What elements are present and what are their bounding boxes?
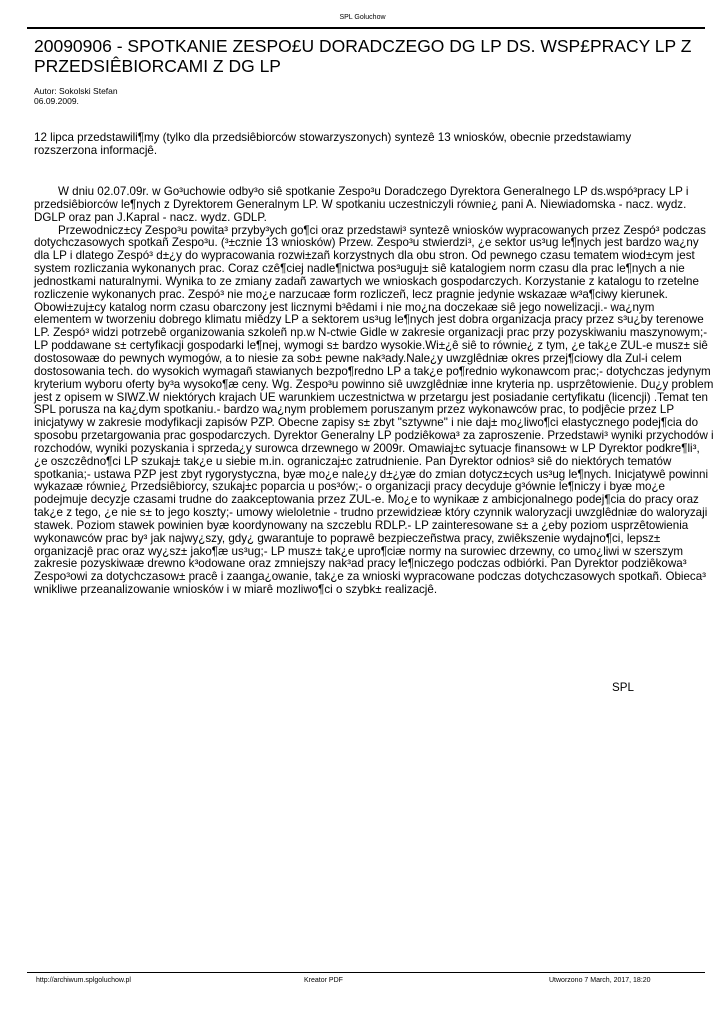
body-paragraph-2: Przewodnicz±cy Zespo³u powita³ przyby³ych go¶ci oraz przedstawi³ syntezê wniosków wypracowanych przez Zespó³ podczas dotychczasowych spotkañ Zespo³u. (³±cznie 13 wniosków) Przew. Zespo³u stwierdzi³, ¿e sektor us³ug le¶nych jest bardzo wa¿ny dla LP i dlatego Zespó³ d±¿y do wypracowania rozwi±zañ korzystnych dla obu stron. Od pewnego czasu tematem wiod±cym jest system rozliczania wykonanych prac. Coraz czê¶ciej nadle¶nictwa pos³uguj± siê katalogiem norm czasu dla prac le¶nych a nie jednostkami naturalnymi. Wynika to ze zmiany zadañ zawartych we wnioskach gospodarczych. Korzystanie z katalogu to rzetelne rozliczenie wykonanych prac. Zespó³ nie mo¿e narzucaæ form rozliczeñ, lecz pragnie jedynie wskazaæ w³a¶ciwy kierunek. Obowi±zuj±cy katalog norm czasu obarczony jest licznymi b³êdami i nie mo¿na doczekaæ siê jego nowelizacji.- wa¿nym elementem w tworzeniu dobrego klimatu miêdzy LP a sektorem us³ug le¶nych jest dobra organizacja pracy przez s³u¿by terenowe LP. Zespó³ widzi potrzebê organizowania szkoleñ np.w N-ctwie Gidle w zakresie organizacji prac przy pozyskiwaniu maszynowym;- LP poddawane s± certyfikacji gospodarki le¶nej, wymogi s± bardzo wysokie.Wi±¿ê siê to równie¿ z tym, ¿e tak¿e ZUL-e musz± siê dostosowaæ do pewnych wymogów, a to niesie za sob± pewne nak³ady.Nale¿y uwzglêdniæ okres przej¶ciowy dla Zul-i celem dostosowania tech. do wysokich wymagañ stawianych bezpo¶redno LP a tak¿e po¶rednio wykonawcom prac;- dotychczas jedynym kryterium wyboru oferty by³a wysoko¶æ ceny. Wg. Zespo³u powinno siê uwzglêdniæ inne kryteria np. usprzêtowienie. Du¿y problem jest z opisem w SIWZ.W niektórych krajach UE warunkiem uczestnictwa w przetargu jest posiadanie certyfikatu (licencji) .Temat ten SPL porusza na ka¿dym spotkaniu.- bardzo wa¿nym problemem poruszanym przez wykonawców prac, to podjêcie przez LP inicjatywy w zakresie modyfikacji zapisów PZP. Obecne zapisy s± zbyt "sztywne" i nie daj± mo¿liwo¶ci elastycznego podej¶cia do sposobu przetargowania prac gospodarczych. Dyrektor Generalny LP podziêkowa³ za zaproszenie. Przedstawi³ wyniki przychodów i rozchodów, wyniki pozyskania i sprzeda¿y surowca drzewnego w 2009r. Omawiaj±c sytuacje finansow± w LP Dyrektor podkre¶li³, ¿e oszczêdno¶ci LP szukaj± tak¿e u siebie m.in. ograniczaj±c zatrudnienie. Pan Dyrektor odnios³ siê do niektórych tematów spotkania;- ustawa PZP jest zbyt rygorystyczna, byæ mo¿e nale¿y d±¿yæ do zmian dotycz±cych us³ug le¶nych. Inicjatywê powinni wykazaæ równie¿ Przedsiêbiorcy, szukaj±c poparcia u pos³ów;- o organizacji pracy decyduje g³ównie le¶niczy i byæ mo¿e podejmuje decyzje czasami trudne do zaakceptowania przez ZUL-e. Mo¿e to wynikaæ z ambicjonalnego podej¶cia do pracy oraz tak¿e z tego, ¿e nie s± to jego koszty;- umowy wieloletnie - trudno przewidzieæ który czynnik waloryzacji uwzglêdniæ do waloryzaji stawek. Poziom stawek powinien byæ koordynowany na szczeblu RDLP.- LP zainteresowane s± a ¿eby poziom usprzêtowienia wykonawców prac by³ jak najwy¿szy, gdy¿ gwarantuje to poprawê bezpieczeñstwa pracy, zwiêkszenie wydajno¶ci, lepsz± organizacjê prac oraz wy¿sz± jako¶æ us³ug;- LP musz± tak¿e upro¶ciæ normy na surowiec drzewny, co umo¿liwi w szerszym zakresie pozyskiwaæ drewno k³odowane oraz zmniejszy nak³ad pracy le¶niczego podczas odbiórki. Pan Dyrektor podziêkowa³ Zespo³owi za dotychczasow± pracê i zaanga¿owanie, tak¿e za wnioski wypracowane podczas dotychczasowych spotkañ. Obieca³ wnikliwe przeanalizowanie wniosków i w miarê mozliwo¶ci o szybk± realizacjê. (34, 223, 714, 597)
article-body (34, 186, 714, 597)
body-paragraph-1: W dniu 02.07.09r. w Go³uchowie odby³o siê spotkanie Zespo³u Doradczego Dyrektora Generalnego LP ds.wspó³pracy LP i przedsiêbiorców le¶nych z Dyrektorem Generalnym LP. W spotkaniu uczestniczyli równie¿ pani A. Niewiadomska - nacz. wydz. DGLP oraz pan J.Kapral - nacz. wydz. GDLP. (34, 185, 689, 224)
footer-url: http://archiwum.splgoluchow.pl (36, 977, 131, 984)
footer-generator: Kreator PDF (304, 977, 343, 984)
header-divider (27, 27, 705, 29)
page-header-site: SPL Goluchow (339, 14, 386, 21)
footer-created-date: Utworzono 7 March, 2017, 18:20 (549, 977, 651, 984)
date-line: 06.09.2009. (34, 96, 79, 106)
footer-divider (27, 972, 705, 973)
document-meta (34, 86, 118, 106)
author-line: Autor: Sokolski Stefan (34, 86, 118, 96)
signature: SPL (612, 681, 634, 694)
intro-paragraph: 12 lipca przedstawili¶my (tylko dla przedsiêbiorców stowarzyszonych) syntezê 13 wniosków, obecnie przedstawiamy rozszerzona informacjê. (34, 131, 632, 157)
document-title: 20090906 - SPOTKANIE ZESPO£U DORADCZEGO DG LP DS. WSP£PRACY LP Z PRZEDSIÊBIORCAMI Z DG LP (34, 36, 692, 76)
